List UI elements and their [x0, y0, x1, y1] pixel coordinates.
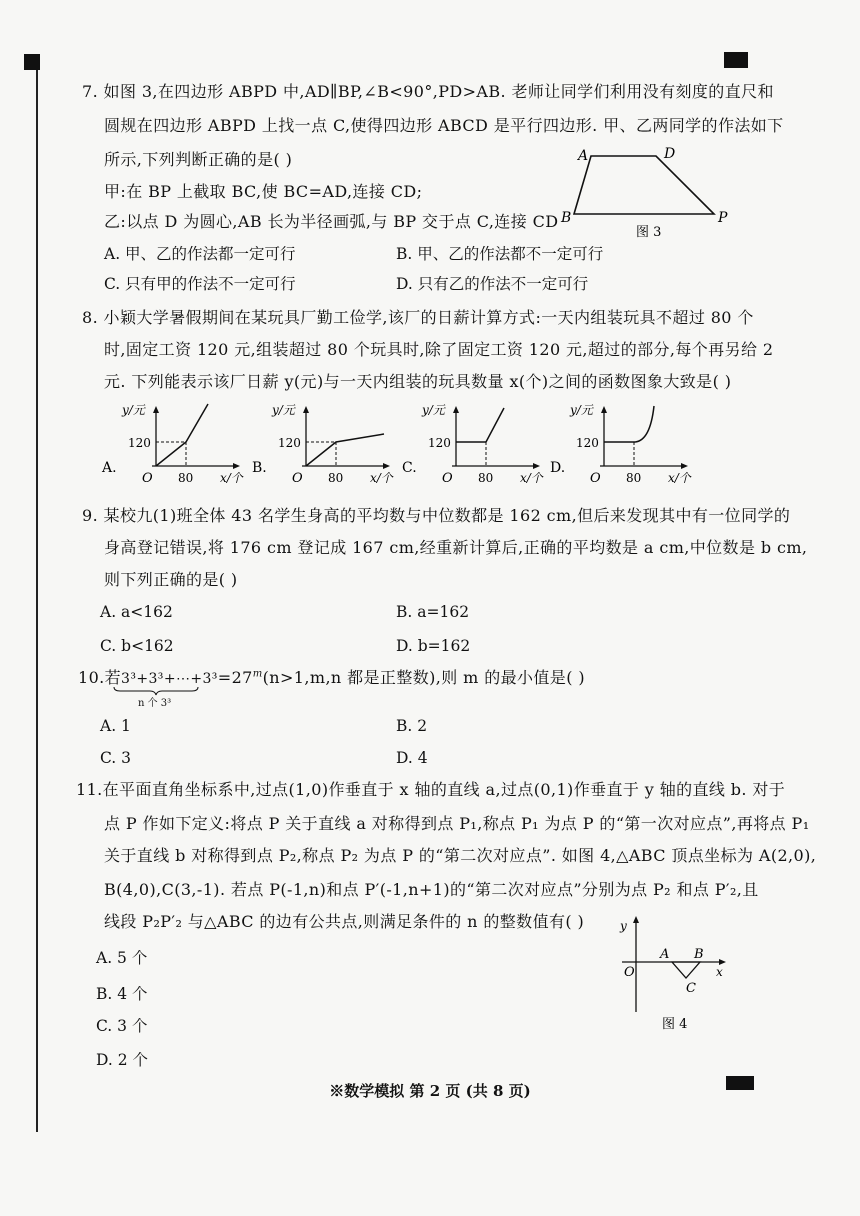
figure-4-triangle: [612, 912, 742, 1036]
fig4-x-label: x: [716, 965, 723, 979]
q7-line-2: 圆规在四边形 ABPD 上找一点 C,使得四边形 ABCD 是平行四边形. 甲、乙两同学的作法如下: [104, 116, 784, 135]
fig4-caption: 图 4: [662, 1017, 688, 1032]
q10-option-b: B. 2: [396, 717, 428, 735]
fig3-label-b: B: [561, 210, 572, 226]
q10-prefix: 10.若: [78, 668, 122, 687]
y-tick-label: 120: [428, 436, 451, 450]
registration-mark-top-right: [724, 52, 748, 68]
fig4-label-c: C: [686, 981, 696, 996]
q10-option-d: D. 4: [396, 749, 428, 767]
fig4-origin-label: O: [624, 965, 635, 980]
graph-letter: A.: [102, 460, 117, 476]
y-axis-arrow: [303, 406, 309, 413]
q10-option-c: C. 3: [100, 749, 132, 767]
x-tick-label: 80: [328, 471, 344, 485]
q8-line-2: 时,固定工资 120 元,组装超过 80 个玩具时,除了固定工资 120 元,超过的部分,每个再另给 2: [104, 340, 774, 359]
origin-label: O: [442, 471, 453, 486]
q9-line-1: 9. 某校九(1)班全体 43 名学生身高的平均数与中位数都是 162 cm,但后来发现其中有一位同学的: [82, 506, 791, 525]
q10-brace-label: n 个 3³: [138, 698, 172, 709]
fig4-label-b: B: [694, 947, 704, 962]
graph-letter: B.: [252, 460, 267, 476]
x-axis-arrow: [533, 463, 540, 469]
q7-line-3: 所示,下列判断正确的是( ): [104, 150, 293, 169]
q8-graph-a: [101, 403, 244, 486]
q7-method-jia: 甲:在 BP 上截取 BC,使 BC=AD,连接 CD;: [104, 182, 423, 201]
q9-option-b: B. a=162: [396, 603, 470, 621]
q8-line-1: 8. 小颖大学暑假期间在某玩具厂勤工俭学,该厂的日薪计算方式:一天内组装玩具不超过 80 个: [82, 308, 754, 327]
q11-line-4: B(4,0),C(3,-1). 若点 P(-1,n)和点 P′(-1,n+1)的“第二次对应点”分别为点 P₂ 和点 P′₂,且: [104, 880, 759, 899]
q7-option-b: B. 甲、乙的作法都不一定可行: [396, 245, 604, 263]
q10-equals: =27: [217, 668, 253, 687]
q11-option-d: D. 2 个: [96, 1051, 149, 1069]
function-curve: [306, 434, 384, 466]
x-tick-label: 80: [178, 471, 194, 485]
y-axis-label: y/元: [272, 403, 295, 417]
x-axis-label: x/个: [520, 471, 543, 485]
y-axis-arrow: [453, 406, 459, 413]
function-curve: [604, 406, 654, 442]
fig3-label-a: A: [578, 148, 589, 164]
q9-line-3: 则下列正确的是( ): [104, 570, 238, 589]
fig3-label-p: P: [718, 210, 728, 226]
x-axis-arrow: [681, 463, 688, 469]
x-tick-label: 80: [626, 471, 642, 485]
q9-option-a: A. a<162: [100, 603, 173, 621]
q7-option-d: D. 只有乙的作法不一定可行: [396, 275, 589, 293]
y-axis-label: y/元: [122, 403, 145, 417]
q8-line-3: 元. 下列能表示该厂日薪 y(元)与一天内组装的玩具数量 x(个)之间的函数图象大致是( ): [104, 372, 732, 391]
page-footer: ※数学模拟 第 2 页 (共 8 页): [329, 1082, 531, 1100]
q7-option-a: A. 甲、乙的作法都一定可行: [104, 245, 296, 263]
q8-graph-b: [252, 403, 394, 486]
q10-rest: (n>1,m,n 都是正整数),则 m 的最小值是( ): [262, 668, 585, 687]
y-axis-arrow: [153, 406, 159, 413]
q11-line-3: 关于直线 b 对称得到点 P₂,称点 P₂ 为点 P 的“第二次对应点”. 如图 4,△ABC 顶点坐标为 A(2,0),: [104, 846, 817, 865]
x-axis-label: x/个: [668, 471, 691, 485]
q11-line-5: 线段 P₂P′₂ 与△ABC 的边有公共点,则满足条件的 n 的整数值有( ): [104, 912, 585, 931]
q9-option-c: C. b<162: [100, 637, 174, 655]
y-axis-arrow: [601, 406, 607, 413]
q10-option-a: A. 1: [100, 717, 131, 735]
function-curve: [156, 404, 208, 466]
fig3-caption: 图 3: [636, 225, 662, 240]
q11-line-2: 点 P 作如下定义:将点 P 关于直线 a 对称得到点 P₁,称点 P₁ 为点 P 的“第一次对应点”,再将点 P₁: [104, 814, 810, 833]
q7-option-c: C. 只有甲的作法不一定可行: [104, 275, 296, 293]
origin-label: O: [142, 471, 153, 486]
graph-letter: D.: [550, 460, 566, 476]
registration-mark-top-left: [24, 54, 40, 70]
q9-option-d: D. b=162: [396, 637, 471, 655]
binding-line: [36, 70, 38, 1132]
origin-label: O: [590, 471, 601, 486]
figure-3-quadrilateral: [556, 140, 746, 240]
fig4-label-a: A: [660, 947, 670, 962]
x-axis-arrow: [233, 463, 240, 469]
q8-graphs: [98, 396, 718, 496]
x-axis-arrow: [383, 463, 390, 469]
q8-graph-c: [402, 403, 544, 486]
y-axis-label: y/元: [570, 403, 593, 417]
q11-option-b: B. 4 个: [96, 985, 148, 1003]
q8-graph-d: [550, 403, 692, 486]
q11-option-c: C. 3 个: [96, 1017, 148, 1035]
y-axis-label: y/元: [422, 403, 445, 417]
q7-method-yi: 乙:以点 D 为圆心,AB 长为半径画弧,与 BP 交于点 C,连接 CD: [104, 212, 559, 231]
x-axis-label: x/个: [220, 471, 243, 485]
y-tick-label: 120: [278, 436, 301, 450]
fig4-y-label: y: [620, 919, 627, 933]
x-axis-label: x/个: [370, 471, 393, 485]
q10-exponent: m: [252, 668, 263, 680]
y-tick-label: 120: [128, 436, 151, 450]
q10-sum: 3³+3³+⋯+3³: [121, 671, 218, 687]
graph-letter: C.: [402, 460, 417, 476]
q7-line-1: 7. 如图 3,在四边形 ABPD 中,AD∥BP,∠B<90°,PD>AB. 老师让同学们利用没有刻度的直尺和: [82, 82, 774, 101]
x-tick-label: 80: [478, 471, 494, 485]
fig3-label-d: D: [664, 146, 676, 162]
function-curve: [456, 408, 504, 442]
y-tick-label: 120: [576, 436, 599, 450]
q11-line-1: 11.在平面直角坐标系中,过点(1,0)作垂直于 x 轴的直线 a,过点(0,1)作垂直于 y 轴的直线 b. 对于: [76, 780, 786, 799]
q11-option-a: A. 5 个: [96, 949, 148, 967]
origin-label: O: [292, 471, 303, 486]
q9-line-2: 身高登记错误,将 176 cm 登记成 167 cm,经重新计算后,正确的平均数是 a cm,中位数是 b cm,: [104, 538, 808, 557]
